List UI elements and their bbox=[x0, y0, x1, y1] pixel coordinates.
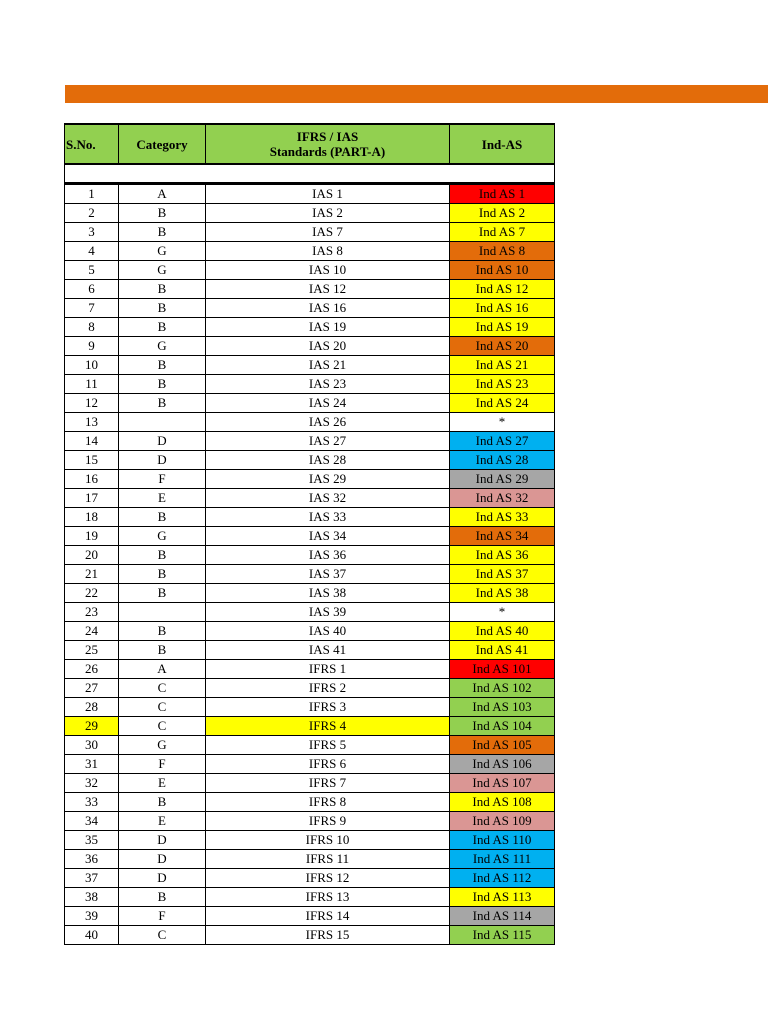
table-row bbox=[65, 698, 555, 717]
category-cell: B bbox=[119, 280, 206, 299]
table-row bbox=[65, 375, 555, 394]
sno-cell: 3 bbox=[65, 223, 119, 242]
ind-as-cell: Ind AS 109 bbox=[450, 812, 555, 831]
sno-cell: 10 bbox=[65, 356, 119, 375]
sno-cell: 21 bbox=[65, 565, 119, 584]
standard-cell: IFRS 11 bbox=[206, 850, 450, 869]
table-row bbox=[65, 622, 555, 641]
ind-as-cell: Ind AS 29 bbox=[450, 470, 555, 489]
table-row bbox=[65, 888, 555, 907]
ind-as-cell: Ind AS 33 bbox=[450, 508, 555, 527]
category-cell bbox=[119, 413, 206, 432]
ind-as-cell: Ind AS 38 bbox=[450, 584, 555, 603]
sno-cell: 16 bbox=[65, 470, 119, 489]
category-cell: D bbox=[119, 432, 206, 451]
standard-cell: IFRS 14 bbox=[206, 907, 450, 926]
table-row bbox=[65, 242, 555, 261]
category-cell: D bbox=[119, 869, 206, 888]
standard-cell: IFRS 8 bbox=[206, 793, 450, 812]
ind-as-cell: Ind AS 37 bbox=[450, 565, 555, 584]
sno-cell: 35 bbox=[65, 831, 119, 850]
header-ind-as: Ind-AS bbox=[450, 124, 555, 164]
category-cell: B bbox=[119, 318, 206, 337]
category-cell: A bbox=[119, 184, 206, 204]
ind-as-cell: Ind AS 111 bbox=[450, 850, 555, 869]
table-row bbox=[65, 717, 555, 736]
orange-banner-bar bbox=[65, 85, 768, 103]
ind-as-cell: * bbox=[450, 603, 555, 622]
standard-cell: IAS 21 bbox=[206, 356, 450, 375]
table-row bbox=[65, 223, 555, 242]
ind-as-cell: Ind AS 34 bbox=[450, 527, 555, 546]
category-cell: B bbox=[119, 299, 206, 318]
table-row bbox=[65, 337, 555, 356]
header-standards bbox=[206, 124, 450, 164]
sno-cell: 1 bbox=[65, 184, 119, 204]
table-row bbox=[65, 641, 555, 660]
standard-cell: IFRS 7 bbox=[206, 774, 450, 793]
table-row bbox=[65, 603, 555, 622]
category-cell: G bbox=[119, 337, 206, 356]
standard-cell: IFRS 3 bbox=[206, 698, 450, 717]
standard-cell: IFRS 13 bbox=[206, 888, 450, 907]
ind-as-cell: * bbox=[450, 413, 555, 432]
table-body bbox=[65, 164, 555, 945]
ind-as-cell: Ind AS 40 bbox=[450, 622, 555, 641]
table-row bbox=[65, 261, 555, 280]
table-row bbox=[65, 413, 555, 432]
table-row bbox=[65, 565, 555, 584]
category-cell: B bbox=[119, 546, 206, 565]
ind-as-cell: Ind AS 36 bbox=[450, 546, 555, 565]
category-cell: D bbox=[119, 831, 206, 850]
sno-cell: 4 bbox=[65, 242, 119, 261]
ind-as-cell: Ind AS 10 bbox=[450, 261, 555, 280]
category-cell: E bbox=[119, 489, 206, 508]
ind-as-cell: Ind AS 108 bbox=[450, 793, 555, 812]
table-row bbox=[65, 432, 555, 451]
category-cell: E bbox=[119, 812, 206, 831]
table-row bbox=[65, 850, 555, 869]
sno-cell: 9 bbox=[65, 337, 119, 356]
ind-as-cell: Ind AS 105 bbox=[450, 736, 555, 755]
standard-cell: IAS 23 bbox=[206, 375, 450, 394]
ind-as-cell: Ind AS 101 bbox=[450, 660, 555, 679]
standard-cell: IFRS 12 bbox=[206, 869, 450, 888]
category-cell: D bbox=[119, 850, 206, 869]
table-row bbox=[65, 451, 555, 470]
sno-cell: 33 bbox=[65, 793, 119, 812]
category-cell: F bbox=[119, 907, 206, 926]
sno-cell: 13 bbox=[65, 413, 119, 432]
category-cell: E bbox=[119, 774, 206, 793]
sno-cell: 14 bbox=[65, 432, 119, 451]
standard-cell: IFRS 9 bbox=[206, 812, 450, 831]
ind-as-cell: Ind AS 103 bbox=[450, 698, 555, 717]
table-row bbox=[65, 204, 555, 223]
table-row bbox=[65, 489, 555, 508]
sno-cell: 28 bbox=[65, 698, 119, 717]
ind-as-cell: Ind AS 28 bbox=[450, 451, 555, 470]
category-cell: G bbox=[119, 736, 206, 755]
category-cell: F bbox=[119, 755, 206, 774]
table-row bbox=[65, 907, 555, 926]
standard-cell: IAS 36 bbox=[206, 546, 450, 565]
sno-cell: 36 bbox=[65, 850, 119, 869]
standard-cell: IAS 26 bbox=[206, 413, 450, 432]
sno-cell: 38 bbox=[65, 888, 119, 907]
standard-cell: IAS 40 bbox=[206, 622, 450, 641]
table-row bbox=[65, 280, 555, 299]
table-row bbox=[65, 508, 555, 527]
standard-cell: IAS 20 bbox=[206, 337, 450, 356]
sno-cell: 30 bbox=[65, 736, 119, 755]
table-row bbox=[65, 546, 555, 565]
sno-cell: 29 bbox=[65, 717, 119, 736]
table-row bbox=[65, 299, 555, 318]
table-row bbox=[65, 527, 555, 546]
standard-cell: IAS 27 bbox=[206, 432, 450, 451]
table-row bbox=[65, 184, 555, 204]
ind-as-cell: Ind AS 24 bbox=[450, 394, 555, 413]
standard-cell: IAS 29 bbox=[206, 470, 450, 489]
standard-cell: IAS 38 bbox=[206, 584, 450, 603]
ind-as-cell: Ind AS 115 bbox=[450, 926, 555, 945]
ind-as-cell: Ind AS 23 bbox=[450, 375, 555, 394]
category-cell: B bbox=[119, 641, 206, 660]
ind-as-cell: Ind AS 107 bbox=[450, 774, 555, 793]
category-cell bbox=[119, 603, 206, 622]
category-cell: B bbox=[119, 356, 206, 375]
sno-cell: 15 bbox=[65, 451, 119, 470]
standard-cell: IFRS 1 bbox=[206, 660, 450, 679]
category-cell: G bbox=[119, 261, 206, 280]
standard-cell: IAS 19 bbox=[206, 318, 450, 337]
category-cell: C bbox=[119, 717, 206, 736]
ind-as-cell: Ind AS 41 bbox=[450, 641, 555, 660]
standard-cell: IFRS 5 bbox=[206, 736, 450, 755]
standard-cell: IAS 24 bbox=[206, 394, 450, 413]
table-row bbox=[65, 356, 555, 375]
header-sno: S.No. bbox=[65, 124, 119, 164]
category-cell: B bbox=[119, 622, 206, 641]
category-cell: B bbox=[119, 375, 206, 394]
sno-cell: 25 bbox=[65, 641, 119, 660]
table-row bbox=[65, 736, 555, 755]
spacer-row bbox=[65, 164, 555, 184]
standard-cell: IAS 8 bbox=[206, 242, 450, 261]
category-cell: B bbox=[119, 204, 206, 223]
category-cell: C bbox=[119, 679, 206, 698]
standard-cell: IAS 32 bbox=[206, 489, 450, 508]
ind-as-cell: Ind AS 104 bbox=[450, 717, 555, 736]
sno-cell: 26 bbox=[65, 660, 119, 679]
standard-cell: IAS 37 bbox=[206, 565, 450, 584]
category-cell: B bbox=[119, 565, 206, 584]
category-cell: C bbox=[119, 926, 206, 945]
spacer-cell bbox=[65, 164, 555, 184]
ind-as-cell: Ind AS 2 bbox=[450, 204, 555, 223]
table-row bbox=[65, 679, 555, 698]
ind-as-cell: Ind AS 8 bbox=[450, 242, 555, 261]
table-header-row bbox=[65, 124, 555, 164]
sno-cell: 27 bbox=[65, 679, 119, 698]
sno-cell: 19 bbox=[65, 527, 119, 546]
sno-cell: 24 bbox=[65, 622, 119, 641]
ind-as-cell: Ind AS 32 bbox=[450, 489, 555, 508]
header-standards-line1: IFRS / IAS bbox=[296, 129, 359, 144]
standard-cell: IAS 7 bbox=[206, 223, 450, 242]
ind-as-cell: Ind AS 1 bbox=[450, 184, 555, 204]
standard-cell: IAS 16 bbox=[206, 299, 450, 318]
standard-cell: IAS 1 bbox=[206, 184, 450, 204]
category-cell: G bbox=[119, 527, 206, 546]
ind-as-cell: Ind AS 19 bbox=[450, 318, 555, 337]
ind-as-cell: Ind AS 7 bbox=[450, 223, 555, 242]
category-cell: B bbox=[119, 223, 206, 242]
category-cell: B bbox=[119, 394, 206, 413]
ind-as-cell: Ind AS 102 bbox=[450, 679, 555, 698]
ind-as-cell: Ind AS 21 bbox=[450, 356, 555, 375]
ind-as-cell: Ind AS 106 bbox=[450, 755, 555, 774]
sno-cell: 40 bbox=[65, 926, 119, 945]
table-row bbox=[65, 318, 555, 337]
sno-cell: 23 bbox=[65, 603, 119, 622]
category-cell: B bbox=[119, 584, 206, 603]
table-row bbox=[65, 394, 555, 413]
ind-as-cell: Ind AS 112 bbox=[450, 869, 555, 888]
sno-cell: 5 bbox=[65, 261, 119, 280]
table-row bbox=[65, 584, 555, 603]
standard-cell: IAS 41 bbox=[206, 641, 450, 660]
category-cell: G bbox=[119, 242, 206, 261]
table-row bbox=[65, 869, 555, 888]
ind-as-cell: Ind AS 12 bbox=[450, 280, 555, 299]
standard-cell: IAS 33 bbox=[206, 508, 450, 527]
standards-table bbox=[64, 123, 555, 945]
sno-cell: 20 bbox=[65, 546, 119, 565]
category-cell: D bbox=[119, 451, 206, 470]
ind-as-cell: Ind AS 114 bbox=[450, 907, 555, 926]
ind-as-cell: Ind AS 20 bbox=[450, 337, 555, 356]
table-row bbox=[65, 660, 555, 679]
standard-cell: IAS 39 bbox=[206, 603, 450, 622]
standard-cell: IAS 2 bbox=[206, 204, 450, 223]
sno-cell: 39 bbox=[65, 907, 119, 926]
table-row bbox=[65, 774, 555, 793]
sno-cell: 11 bbox=[65, 375, 119, 394]
sno-cell: 8 bbox=[65, 318, 119, 337]
standard-cell: IFRS 6 bbox=[206, 755, 450, 774]
sno-cell: 2 bbox=[65, 204, 119, 223]
sno-cell: 32 bbox=[65, 774, 119, 793]
category-cell: F bbox=[119, 470, 206, 489]
table-row bbox=[65, 470, 555, 489]
sno-cell: 7 bbox=[65, 299, 119, 318]
standard-cell: IFRS 15 bbox=[206, 926, 450, 945]
sno-cell: 37 bbox=[65, 869, 119, 888]
standard-cell: IFRS 2 bbox=[206, 679, 450, 698]
sno-cell: 18 bbox=[65, 508, 119, 527]
ind-as-cell: Ind AS 110 bbox=[450, 831, 555, 850]
sno-cell: 6 bbox=[65, 280, 119, 299]
table-row bbox=[65, 831, 555, 850]
category-cell: B bbox=[119, 793, 206, 812]
standard-cell: IAS 10 bbox=[206, 261, 450, 280]
header-standards-line2: Standards (PART-A) bbox=[269, 144, 386, 159]
category-cell: A bbox=[119, 660, 206, 679]
ind-as-cell: Ind AS 16 bbox=[450, 299, 555, 318]
sno-cell: 17 bbox=[65, 489, 119, 508]
sno-cell: 34 bbox=[65, 812, 119, 831]
standard-cell: IFRS 4 bbox=[206, 717, 450, 736]
header-category: Category bbox=[119, 124, 206, 164]
standard-cell: IFRS 10 bbox=[206, 831, 450, 850]
ind-as-cell: Ind AS 113 bbox=[450, 888, 555, 907]
standard-cell: IAS 28 bbox=[206, 451, 450, 470]
table-row bbox=[65, 926, 555, 945]
table-row bbox=[65, 793, 555, 812]
table-row bbox=[65, 755, 555, 774]
sno-cell: 12 bbox=[65, 394, 119, 413]
category-cell: B bbox=[119, 888, 206, 907]
category-cell: C bbox=[119, 698, 206, 717]
standard-cell: IAS 34 bbox=[206, 527, 450, 546]
category-cell: B bbox=[119, 508, 206, 527]
sno-cell: 22 bbox=[65, 584, 119, 603]
sno-cell: 31 bbox=[65, 755, 119, 774]
standard-cell: IAS 12 bbox=[206, 280, 450, 299]
ind-as-cell: Ind AS 27 bbox=[450, 432, 555, 451]
table-row bbox=[65, 812, 555, 831]
